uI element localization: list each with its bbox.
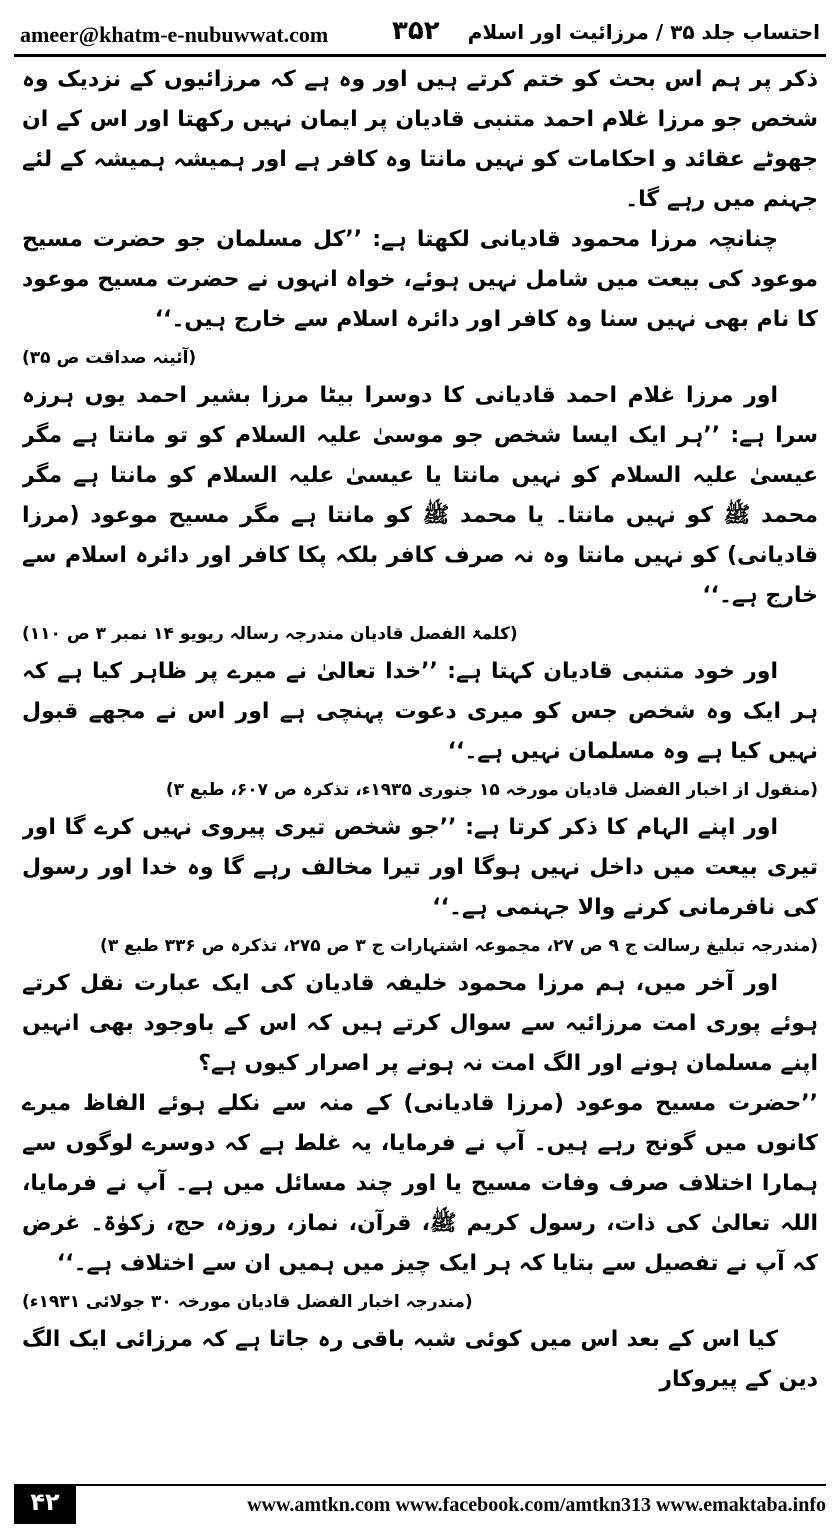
paragraph-6: اور آخر میں، ہم مرزا محمود خلیفہ قادیان کی ایک عبارت نقل کرتے ہوئے پوری امت مرزائیہ سے سوال کرتے ہیں کہ اس کے باوجود بھی انہیں اپنے مسلمان ہونے اور الگ امت نہ ہونے پر اصرار کیوں ہے؟ bbox=[22, 971, 818, 1076]
reference-3: (منقول از اخبار الفضل قادیان مورخہ ۱۵ جنوری ۱۹۳۵ء، تذکرہ ص ۶۰۷، طبع ۳) bbox=[165, 780, 818, 800]
paragraph-2: چنانچہ مرزا محمود قادیانی لکھتا ہے: ’’کل مسلمان جو حضرت مسیح موعود کی بیعت میں شامل نہیں ہوئے، خواہ انہوں نے حضرت مسیح موعود کا نام بھی نہیں سنا وہ کافر اور دائرہ اسلام سے خارج ہیں۔‘‘ bbox=[22, 227, 818, 332]
footer-links: www.amtkn.com www.facebook.com/amtkn313 www.emaktaba.info bbox=[247, 1494, 826, 1516]
reference-4: (مندرجہ تبلیغ رسالت ج ۹ ص ۲۷، مجموعہ اشتہارات ج ۳ ص ۲۷۵، تذکرہ ص ۳۳۶ طبع ۳) bbox=[100, 936, 818, 956]
page-body bbox=[22, 60, 818, 1470]
footer-divider bbox=[14, 1484, 826, 1486]
paragraph-4: اور خود متنبی قادیان کہتا ہے: ’’خدا تعالیٰ نے میرے پر ظاہر کیا ہے کہ ہر ایک وہ شخص جس کو میری دعوت پہنچی ہے اور اس نے مجھے قبول نہیں کیا ہے وہ مسلمان نہیں ہے۔‘‘ bbox=[22, 659, 818, 764]
footer-page-box bbox=[14, 1486, 76, 1524]
header-email: ameer@khatm-e-nubuwwat.com bbox=[20, 22, 329, 47]
reference-2: (کلمۃ الفصل قادیان مندرجہ رسالہ ریویو ۱۴ نمبر ۳ ص ۱۱۰) bbox=[22, 624, 518, 644]
paragraph-3: اور مرزا غلام احمد قادیانی کا دوسرا بیٹا مرزا بشیر احمد یوں ہرزہ سرا ہے: ’’ہر ایک ایسا شخص جو موسیٰ علیہ السلام کو تو مانتا ہے مگر عیسیٰ علیہ السلام کو نہیں مانتا یا عیسیٰ علیہ السلام کو مانتا ہے مگر محمد ﷺ کو نہیں مانتا۔ یا محمد ﷺ کو مانتا ہے مگر مسیح موعود (مرزا قادیانی) کو نہیں مانتا وہ نہ صرف کافر بلکہ پکا کافر اور دائرہ اسلام سے خارج ہے۔‘‘ bbox=[22, 383, 818, 608]
page-header bbox=[14, 16, 826, 54]
paragraph-5: اور اپنے الہام کا ذکر کرتا ہے: ’’جو شخص تیری پیروی نہیں کرے گا اور تیری بیعت میں داخل نہیں ہوگا اور تیرا مخالف رہے گا وہ خدا اور رسول کی نافرمانی کرنے والا جہنمی ہے۔‘‘ bbox=[22, 815, 818, 920]
header-page-number: ۳۵۲ bbox=[392, 16, 440, 46]
header-divider bbox=[14, 54, 826, 57]
paragraph-8: کیا اس کے بعد اس میں کوئی شبہ باقی رہ جاتا ہے کہ مرزائی ایک الگ دین کے پیروکار bbox=[22, 1327, 818, 1392]
reference-5: (مندرجہ اخبار الفضل قادیان مورخہ ۳۰ جولائی ۱۹۳۱ء) bbox=[22, 1292, 473, 1312]
paragraph-1: ذکر پر ہم اس بحث کو ختم کرتے ہیں اور وہ ہے کہ مرزائیوں کے نزدیک وہ شخص جو مرزا غلام احمد متنبی قادیان پر ایمان نہیں رکھتا اور اس کے ان جھوٹے عقائد و احکامات کو نہیں مانتا وہ کافر ہے اور ہمیشہ ہمیشہ کے لئے جہنم میں رہے گا۔ bbox=[22, 67, 818, 212]
paragraph-7-quote: ’’حضرت مسیح موعود (مرزا قادیانی) کے منہ سے نکلے ہوئے الفاظ میرے کانوں میں گونج رہے ہیں۔ آپ نے فرمایا، یہ غلط ہے کہ دوسرے لوگوں سے ہمارا اختلاف صرف وفات مسیح یا اور چند مسائل میں ہے۔ آپ نے فرمایا، اللہ تعالیٰ کی ذات، رسول کریم ﷺ، قرآن، نماز، روزہ، حج، زکوٰۃ۔ غرض کہ آپ نے تفصیل سے بتایا کہ ہر ایک چیز میں ہمیں ان سے اختلاف ہے۔‘‘ bbox=[22, 1091, 818, 1276]
reference-1: (آئینہ صداقت ص ۳۵) bbox=[22, 348, 197, 368]
footer-page-number: ۴۲ bbox=[30, 1488, 60, 1516]
header-book-title: احتساب جلد ۳۵ / مرزائیت اور اسلام bbox=[467, 20, 820, 44]
